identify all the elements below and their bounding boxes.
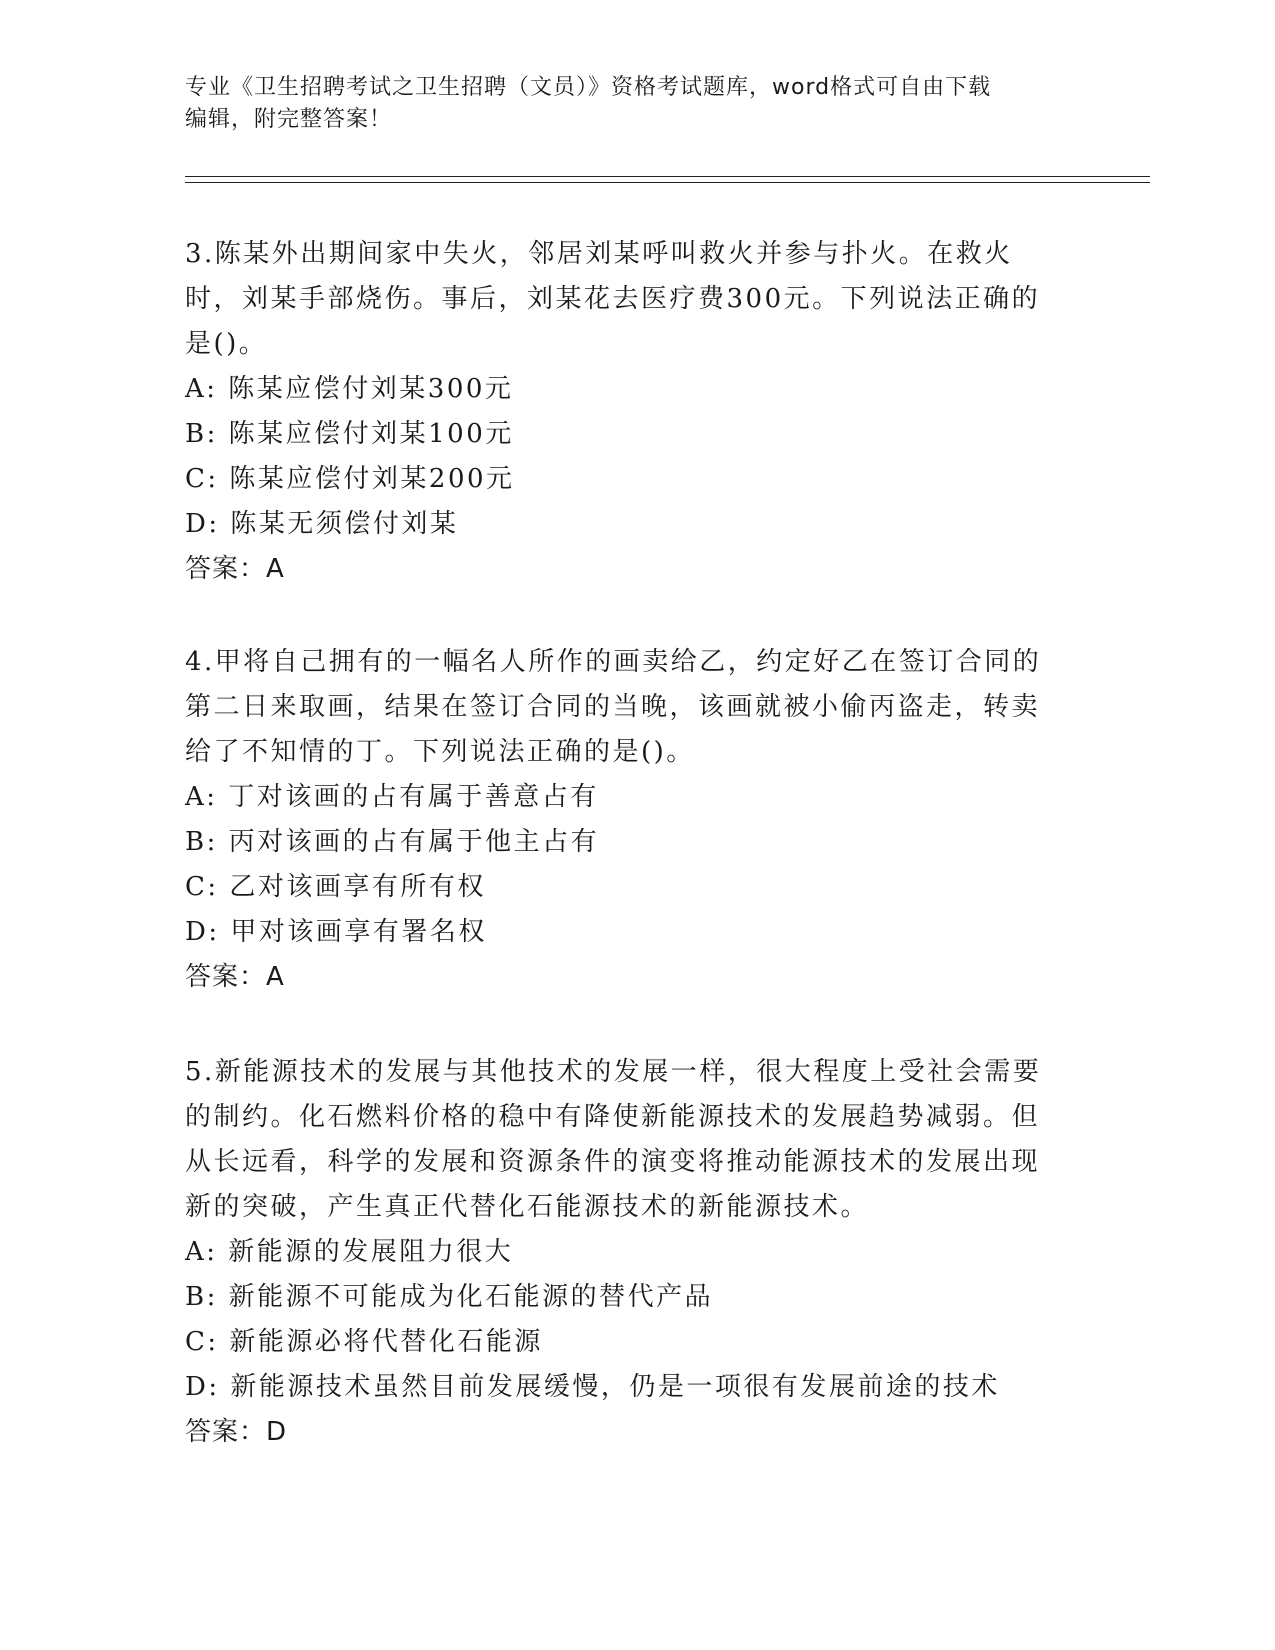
document-header xyxy=(185,72,1065,136)
option-b: B: 陈某应偿付刘某100元 xyxy=(185,419,514,449)
header-divider-top xyxy=(185,176,1150,177)
option-d: D: 新能源技术虽然目前发展缓慢，仍是一项很有发展前途的技术 xyxy=(185,1372,1000,1402)
answer: 答案：D xyxy=(185,1417,288,1447)
question-stem: 4.甲将自己拥有的一幅名人所作的画卖给乙，约定好乙在签订合同的第二日来取画，结果在签订合同的当晚，该画就被小偷丙盗走，转卖给了不知情的丁。下列说法正确的是()。 xyxy=(185,647,1042,767)
answer: 答案：A xyxy=(185,554,285,584)
answer: 答案：A xyxy=(185,962,285,992)
header-line-2: 编辑，附完整答案！ xyxy=(185,107,393,132)
option-c: C: 新能源必将代替化石能源 xyxy=(185,1327,543,1357)
option-a: A: 新能源的发展阻力很大 xyxy=(185,1237,514,1267)
header-line-1: 专业《卫生招聘考试之卫生招聘（文员）》资格考试题库，word格式可自由下载 xyxy=(185,75,992,100)
question-4 xyxy=(185,640,1065,1000)
option-a: A: 丁对该画的占有属于善意占有 xyxy=(185,782,599,812)
option-b: B: 新能源不可能成为化石能源的替代产品 xyxy=(185,1282,714,1312)
option-d: D: 甲对该画享有署名权 xyxy=(185,917,487,947)
question-stem: 5.新能源技术的发展与其他技术的发展一样，很大程度上受社会需要的制约。化石燃料价格的稳中有降使新能源技术的发展趋势减弱。但从长远看，科学的发展和资源条件的演变将推动能源技术的发展出现新的突破，产生真正代替化石能源技术的新能源技术。 xyxy=(185,1057,1042,1222)
option-a: A: 陈某应偿付刘某300元 xyxy=(185,374,514,404)
option-d: D: 陈某无须偿付刘某 xyxy=(185,509,459,539)
option-b: B: 丙对该画的占有属于他主占有 xyxy=(185,827,600,857)
question-5 xyxy=(185,1050,1065,1455)
header-divider-bottom xyxy=(185,182,1150,183)
question-stem: 3.陈某外出期间家中失火，邻居刘某呼叫救火并参与扑火。在救火时，刘某手部烧伤。事后，刘某花去医疗费300元。下列说法正确的是()。 xyxy=(185,239,1041,359)
option-c: C: 陈某应偿付刘某200元 xyxy=(185,464,515,494)
question-3 xyxy=(185,232,1065,592)
option-c: C: 乙对该画享有所有权 xyxy=(185,872,486,902)
